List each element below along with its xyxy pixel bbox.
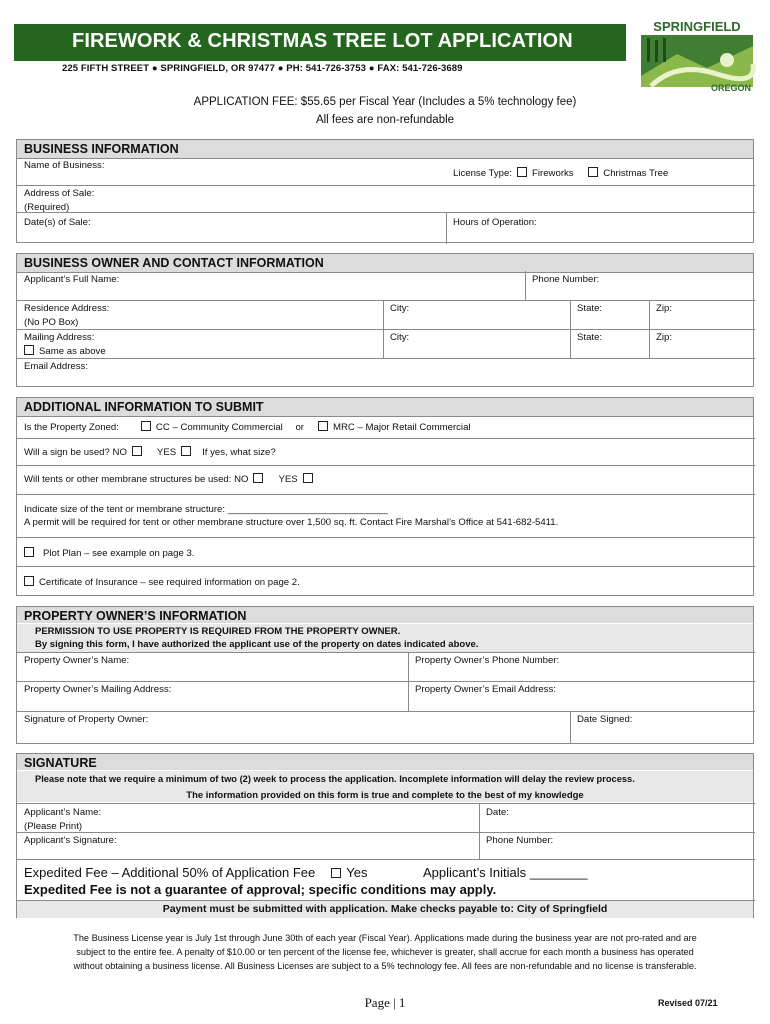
mrc-label: MRC – Major Retail Commercial (333, 422, 471, 433)
permit-note: A permit will be required for tent or other membrane structure over 1,500 sq. ft. Contact Fire Marshal’s Office at 541-682-5411. (24, 517, 559, 528)
sign-question (24, 446, 276, 460)
revision-date: Revised 07/21 (658, 998, 718, 1008)
christmas-tree-checkbox[interactable] (588, 167, 598, 177)
residence-state-field[interactable]: State: (577, 303, 603, 314)
applicant-phone-field[interactable]: Phone Number: (486, 835, 554, 846)
business-heading: BUSINESS INFORMATION (17, 140, 753, 159)
address-of-sale-field[interactable]: Address of Sale: (24, 188, 95, 199)
fireworks-option-label: Fireworks (532, 168, 574, 179)
plot-plan-checkbox[interactable] (24, 547, 34, 557)
residence-address-field[interactable]: Residence Address: (24, 303, 110, 314)
property-heading: PROPERTY OWNER’S INFORMATION (17, 607, 753, 623)
footer-text-line-1: The Business License year is July 1st through June 30th of each year (Fiscal Year). Applications made during the business year are not pro-rated and are (73, 933, 697, 943)
true-complete-statement: The information provided on this form is true and complete to the best of my knowledge (186, 790, 584, 801)
tent-size-field[interactable]: Indicate size of the tent or membrane structure: ______________________________ (24, 504, 388, 515)
property-owner-name-field[interactable]: Property Owner’s Name: (24, 655, 130, 666)
sign-no-checkbox[interactable] (132, 446, 142, 456)
same-as-above-checkbox[interactable] (24, 345, 34, 355)
footer-text-line-3: without obtaining a business license. All Business Licenses are subject to a 5% technology fee. All fees are non-refundable and no license is transferable. (73, 961, 697, 971)
plot-plan-label: Plot Plan – see example on page 3. (43, 548, 195, 559)
springfield-logo (637, 16, 757, 94)
owner-phone-field[interactable]: Phone Number: (532, 274, 600, 285)
processing-notice: Please note that we require a minimum of two (2) week to process the application. Incomplete information will delay the review process. (35, 774, 635, 784)
guarantee-note: Expedited Fee is not a guarantee of approval; specific conditions may apply. (24, 882, 497, 897)
date-signed-field[interactable]: Date Signed: (577, 714, 633, 725)
property-owner-mailing-field[interactable]: Property Owner’s Mailing Address: (24, 684, 172, 695)
insurance-label: Certificate of Insurance – see required information on page 2. (39, 577, 300, 588)
expedited-fee-line (24, 865, 367, 881)
sign-yes-checkbox[interactable] (181, 446, 191, 456)
zoning-question (24, 421, 471, 435)
expedited-fee-label: Expedited Fee – Additional 50% of Application Fee (24, 865, 316, 880)
license-type-text: License Type: (453, 168, 513, 179)
signature-section (16, 753, 754, 918)
license-type-label (453, 167, 668, 181)
business-name-field[interactable]: Name of Business: (24, 160, 105, 171)
signature-heading: SIGNATURE (17, 754, 753, 770)
additional-heading: ADDITIONAL INFORMATION TO SUBMIT (17, 398, 753, 417)
mailing-city-field[interactable]: City: (390, 332, 410, 343)
logo-subtitle: OREGON (710, 83, 751, 93)
authorization-statement: By signing this form, I have authorized the applicant use of the property on dates indicated above. (35, 639, 479, 650)
same-as-above-option (19, 345, 106, 359)
please-print-note: (Please Print) (24, 821, 83, 832)
additional-section (16, 397, 754, 596)
logo-title: SPRINGFIELD (653, 19, 741, 34)
mailing-address-field[interactable]: Mailing Address: (24, 332, 95, 343)
tents-yes-checkbox[interactable] (303, 473, 313, 483)
fireworks-checkbox[interactable] (517, 167, 527, 177)
expedited-yes-label: Yes (346, 865, 368, 880)
insurance-item (19, 576, 300, 590)
page-number: Page | 1 (364, 995, 406, 1010)
or-label: or (295, 422, 304, 433)
mailing-state-field[interactable]: State: (577, 332, 603, 343)
applicant-name-field[interactable]: Applicant’s Name: (24, 807, 102, 818)
email-address-field[interactable]: Email Address: (24, 361, 88, 372)
tents-no-checkbox[interactable] (253, 473, 263, 483)
applicant-full-name-field[interactable]: Applicant’s Full Name: (24, 274, 120, 285)
owner-heading: BUSINESS OWNER AND CONTACT INFORMATION (17, 254, 753, 273)
property-owner-phone-field[interactable]: Property Owner’s Phone Number: (415, 655, 560, 666)
tents-yes-label: YES (278, 474, 298, 485)
insurance-checkbox[interactable] (24, 576, 34, 586)
tents-label: Will tents or other membrane structures be used: NO (24, 474, 249, 485)
owner-section (16, 253, 754, 387)
zoning-label: Is the Property Zoned: (24, 422, 119, 433)
sign-yes-label: YES (156, 447, 177, 458)
sign-size-label: If yes, what size? (202, 447, 276, 458)
application-fee: APPLICATION FEE: $55.65 per Fiscal Year (Includes a 5% technology fee) (193, 96, 577, 108)
address-required-note: (Required) (24, 202, 70, 213)
payment-instructions: Payment must be submitted with application. Make checks payable to: City of Springfield (162, 903, 608, 915)
expedited-yes-checkbox[interactable] (331, 868, 341, 878)
christmas-tree-option-label: Christmas Tree (603, 168, 669, 179)
tents-question (24, 473, 318, 487)
cc-checkbox[interactable] (141, 421, 151, 431)
hours-of-operation-field[interactable]: Hours of Operation: (453, 217, 537, 228)
same-as-above-label: Same as above (39, 346, 106, 357)
dates-of-sale-field[interactable]: Date(s) of Sale: (24, 217, 91, 228)
sign-label: Will a sign be used? NO (24, 447, 127, 458)
cc-label: CC – Community Commercial (155, 422, 283, 433)
mrc-checkbox[interactable] (318, 421, 328, 431)
applicant-date-field[interactable]: Date: (486, 807, 509, 818)
office-address: 225 FIFTH STREET ● SPRINGFIELD, OR 97477 ● PH: 541-726-3753 ● FAX: 541-726-3689 (62, 63, 463, 74)
residence-city-field[interactable]: City: (390, 303, 410, 314)
applicant-initials-field[interactable]: Applicant’s Initials ________ (423, 865, 588, 880)
mailing-zip-field[interactable]: Zip: (656, 332, 672, 343)
fee-note: All fees are non-refundable (315, 114, 455, 126)
permission-required: PERMISSION TO USE PROPERTY IS REQUIRED FROM THE PROPERTY OWNER. (35, 626, 401, 637)
plot-plan-item (19, 547, 194, 561)
residence-zip-field[interactable]: Zip: (656, 303, 672, 314)
property-section (16, 606, 754, 744)
applicant-signature-field[interactable]: Applicant’s Signature: (24, 835, 117, 846)
form-title: FIREWORK & CHRISTMAS TREE LOT APPLICATION (14, 24, 626, 61)
property-owner-email-field[interactable]: Property Owner’s Email Address: (415, 684, 556, 695)
no-po-box-note: (No PO Box) (24, 317, 79, 328)
property-owner-signature-field[interactable]: Signature of Property Owner: (24, 714, 149, 725)
business-section (16, 139, 754, 243)
footer-text-line-2: subject to the entire fee. A penalty of $10.00 or ten percent of the license fee, whichever is greater, shall accrue for each month a business has operated (76, 947, 694, 957)
